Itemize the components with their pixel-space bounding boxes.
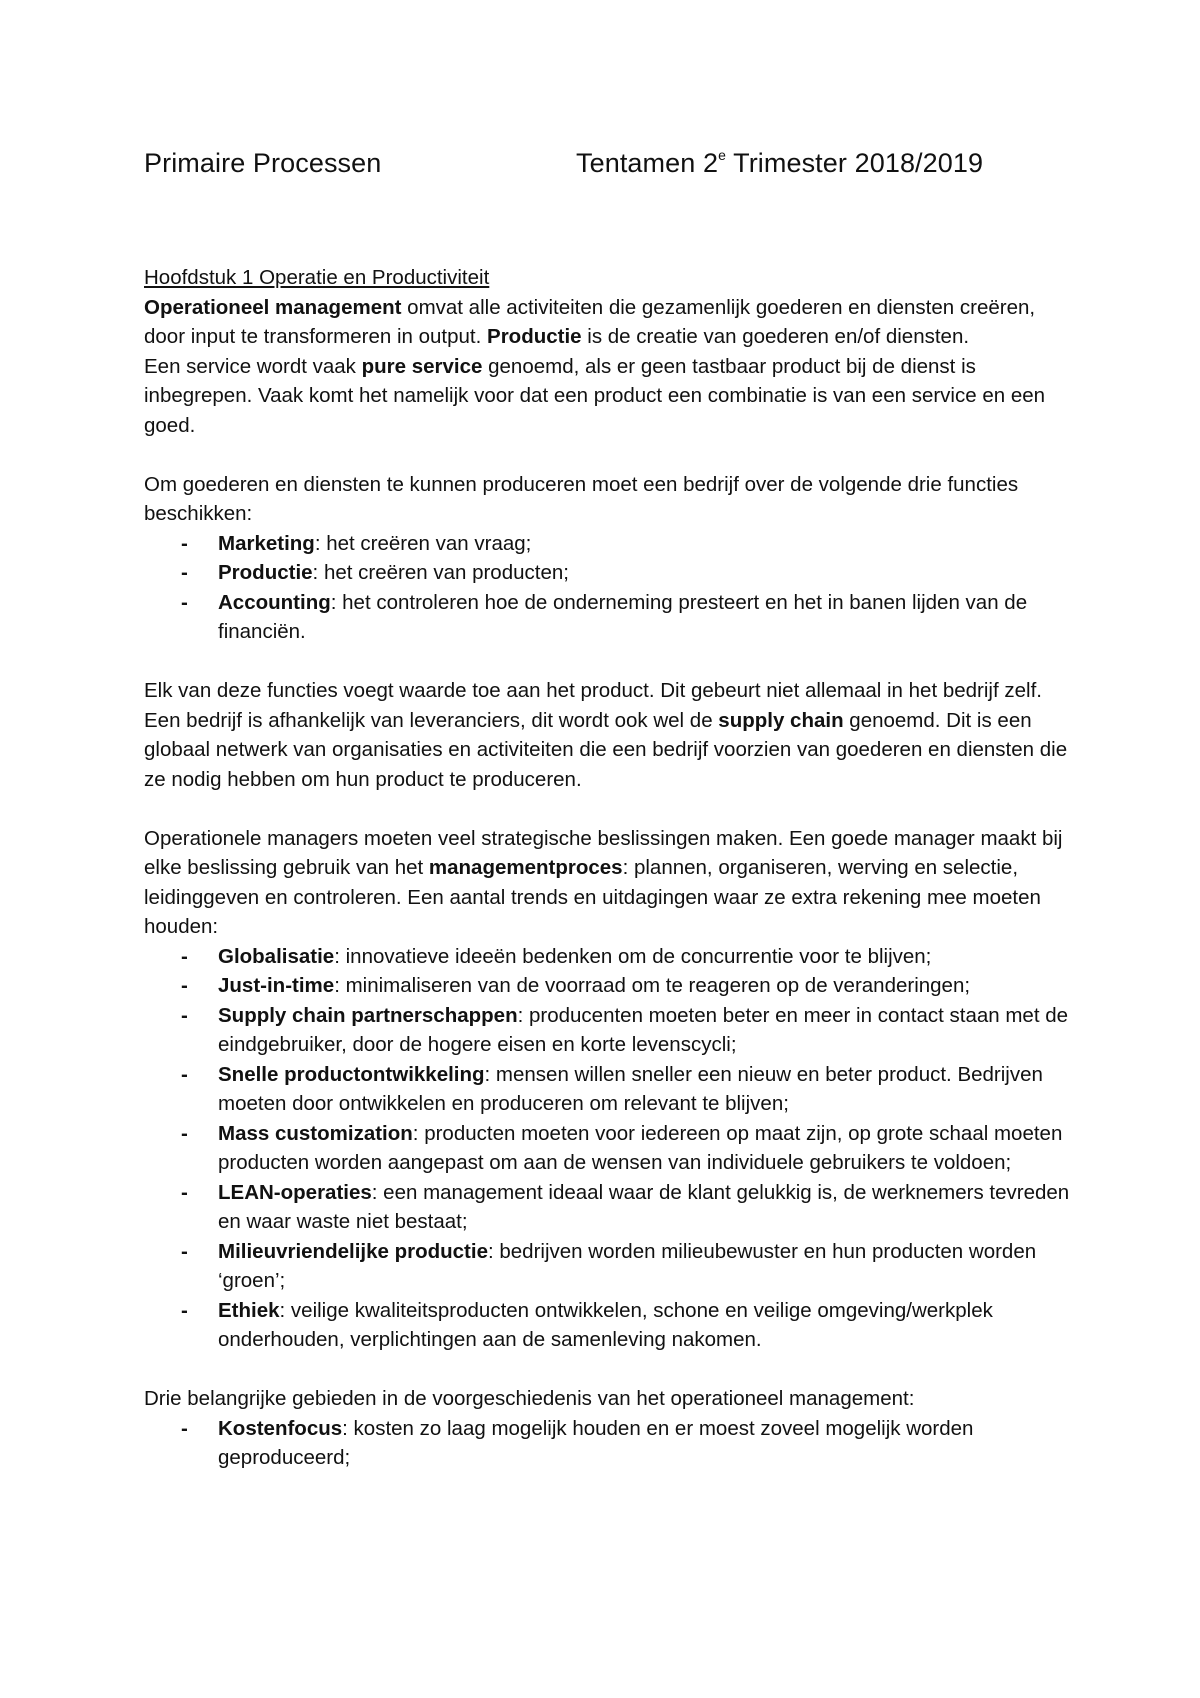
term: Kostenfocus [218, 1416, 343, 1440]
term: supply chain [718, 708, 844, 732]
paragraph-text: Een service wordt vaak [144, 354, 362, 378]
term: Accounting [218, 590, 331, 614]
exam-title-suffix: Trimester 2018/2019 [725, 148, 984, 178]
paragraph-text: Elk van deze functies voegt waarde toe aan het product. Dit gebeurt niet allemaal in het bedrijf zelf. Een bedrijf is afhankelijk van leveranciers, dit wordt ook wel de [144, 679, 1042, 732]
list-item-text: : producten moeten voor iedereen op maat zijn, op grote schaal moeten producten worden aangepast om aan de wensen van individuele gebruikers te voldoen; [218, 1121, 1063, 1174]
term: Just-in-time [218, 974, 335, 997]
document-header [144, 148, 1074, 188]
list-item [144, 971, 1074, 1001]
term: Mass customization [218, 1121, 413, 1145]
list-item [144, 1237, 1074, 1296]
list-item [144, 1001, 1074, 1060]
list-item [144, 1178, 1074, 1237]
list-item [144, 1296, 1074, 1355]
exam-title [576, 148, 983, 179]
list-item-text: : innovatieve ideeën bedenken om de concurrentie voor te blijven; [334, 944, 932, 968]
list-item-text: : een management ideaal waar de klant gelukkig is, de werknemers tevreden en waar waste niet bestaat; [218, 1180, 1070, 1233]
term: Snelle productontwikkeling [218, 1062, 485, 1086]
chapter-heading: Hoofdstuk 1 Operatie en Productiviteit [144, 266, 490, 289]
list-item-text: : mensen willen sneller een nieuw en beter product. Bedrijven moeten door ontwikkelen en produceren om relevant te blijven; [218, 1062, 1043, 1115]
list-item-text: : producenten moeten beter en meer in contact staan met de eindgebruiker, door de hogere eisen en korte levenscycli; [218, 1003, 1069, 1056]
paragraph-text: genoemd, als er geen tastbaar product bij de dienst is inbegrepen. Vaak komt het namelijk voor dat een product een combinatie is van een service en een goed. [144, 354, 1046, 437]
paragraph-pure-service [144, 352, 1074, 441]
list-item [144, 1119, 1074, 1178]
list-item-text: : bedrijven worden milieubewuster en hun producten worden ‘groen’; [218, 1239, 1037, 1292]
paragraph-management-process [144, 824, 1074, 942]
functions-list [144, 529, 1074, 647]
list-item [144, 529, 1074, 559]
history-list [144, 1414, 1074, 1473]
trends-list [144, 942, 1074, 1355]
paragraph-supply-chain [144, 676, 1074, 794]
term: Operationeel management [144, 295, 402, 319]
list-item-text: : het creëren van producten; [312, 561, 569, 584]
list-item [144, 588, 1074, 647]
list-item-text: : veilige kwaliteitsproducten ontwikkelen, schone en veilige omgeving/werkplek onderhouden, verplichtingen aan de samenleving nakomen. [218, 1298, 993, 1351]
list-item [144, 1060, 1074, 1119]
paragraph-text: : plannen, organiseren, werving en selectie, leidinggeven en controleren. Een aantal trends en uitdagingen waar ze extra rekening mee moeten houden: [144, 856, 1041, 938]
exam-title-superscript: e [718, 147, 726, 163]
paragraph-text: Operationele managers moeten veel strategische beslissingen maken. Een goede manager maakt bij elke beslissing gebruik van het [144, 826, 1063, 879]
list-item-text: : minimaliseren van de voorraad om te reageren op de veranderingen; [334, 974, 971, 997]
term: managementproces [428, 856, 623, 879]
list-item [144, 942, 1074, 972]
term: Milieuvriendelijke productie [218, 1239, 488, 1263]
paragraph-history-intro: Drie belangrijke gebieden in de voorgeschiedenis van het operationeel management: [144, 1387, 915, 1410]
list-item-text: : het creëren van vraag; [314, 531, 532, 555]
list-item-text: : kosten zo laag mogelijk houden en er moest zoveel mogelijk worden geproduceerd; [218, 1416, 974, 1469]
term: Marketing [218, 531, 315, 555]
exam-title-prefix: Tentamen 2 [576, 148, 719, 178]
term: Productie [487, 325, 582, 348]
list-item-text: : het controleren hoe de onderneming presteert en het in banen lijden van de financiën. [218, 590, 1028, 643]
paragraph-functions-intro: Om goederen en diensten te kunnen produceren moet een bedrijf over de volgende drie functies beschikken: [144, 472, 1019, 525]
term: LEAN-operaties [218, 1180, 372, 1204]
paragraph-text: is de creatie van goederen en/of diensten. [581, 325, 970, 348]
paragraph-text: omvat alle activiteiten die gezamenlijk goederen en diensten creëren, door input te transformeren in output. [144, 295, 1036, 348]
list-item [144, 1414, 1074, 1473]
term: Globalisatie [218, 944, 335, 968]
term: Ethiek [218, 1298, 280, 1322]
list-item [144, 558, 1074, 588]
paragraph-text: genoemd. Dit is een globaal netwerk van organisaties en activiteiten die een bedrijf voorzien van goederen en diensten die ze nodig hebben om hun product te produceren. [144, 708, 1068, 791]
term: pure service [361, 354, 483, 378]
term: Supply chain partnerschappen [218, 1003, 518, 1027]
term: Productie [218, 561, 313, 584]
course-title: Primaire Processen [144, 148, 382, 178]
paragraph-operational-management [144, 293, 1074, 352]
document-body [144, 263, 1074, 1473]
